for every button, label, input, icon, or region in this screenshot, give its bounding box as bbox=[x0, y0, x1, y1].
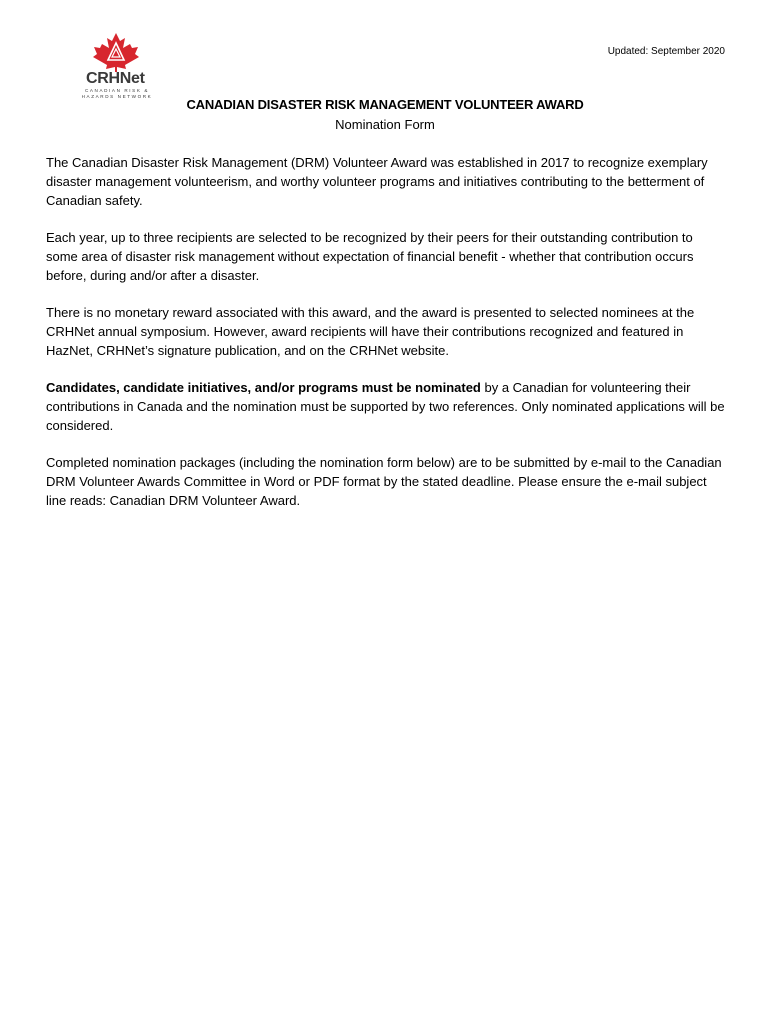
logo-wordmark: CRHNet bbox=[86, 70, 145, 87]
paragraph-recipients: Each year, up to three recipients are selected to be recognized by their peers for their outstanding contribution to some area of disaster risk management without expectation of financial benefit - whether that contribution occurs before, during and/or after a disaster. bbox=[46, 230, 694, 283]
document-subtitle: Nomination Form bbox=[335, 117, 435, 132]
document-body bbox=[46, 153, 726, 528]
paragraph-nomination-requirements bbox=[46, 378, 726, 435]
paragraph-monetary: There is no monetary reward associated with this award, and the award is presented to selected nominees at the CRHNet annual symposium. However, award recipients will have their contributions recognized and featured in HazNet, CRHNet’s signature publication, and on the CRHNet website. bbox=[46, 305, 695, 358]
paragraph-submission: Completed nomination packages (including the nomination form below) are to be submitted by e-mail to the Canadian DRM Volunteer Awards Committee in Word or PDF format by the stated deadline. Please ensure the e-mail subject line reads: Canadian DRM Volunteer Award. bbox=[46, 455, 722, 508]
document-title: CANADIAN DISASTER RISK MANAGEMENT VOLUNTEER AWARD bbox=[186, 97, 584, 112]
logo-tagline: CANADIAN RISK & HAZARDS NETWORK bbox=[81, 88, 153, 99]
nomination-requirement-rest: by a Canadian for volunteering their contributions in Canada and the nomination must be supported by two references. Only nominated applications will be considered. bbox=[46, 380, 725, 433]
nomination-requirement-bold: Candidates, candidate initiatives, and/or programs must be nominated bbox=[46, 380, 481, 395]
paragraph-award-intro: The Canadian Disaster Risk Management (DRM) Volunteer Award was established in 2017 to recognize exemplary disaster management volunteerism, and worthy volunteer programs and initiatives contributing to the betterment of Canadian safety. bbox=[46, 155, 708, 208]
updated-date: Updated: September 2020 bbox=[607, 46, 725, 57]
crhnet-logo bbox=[78, 32, 154, 102]
maple-leaf-icon bbox=[78, 32, 154, 72]
